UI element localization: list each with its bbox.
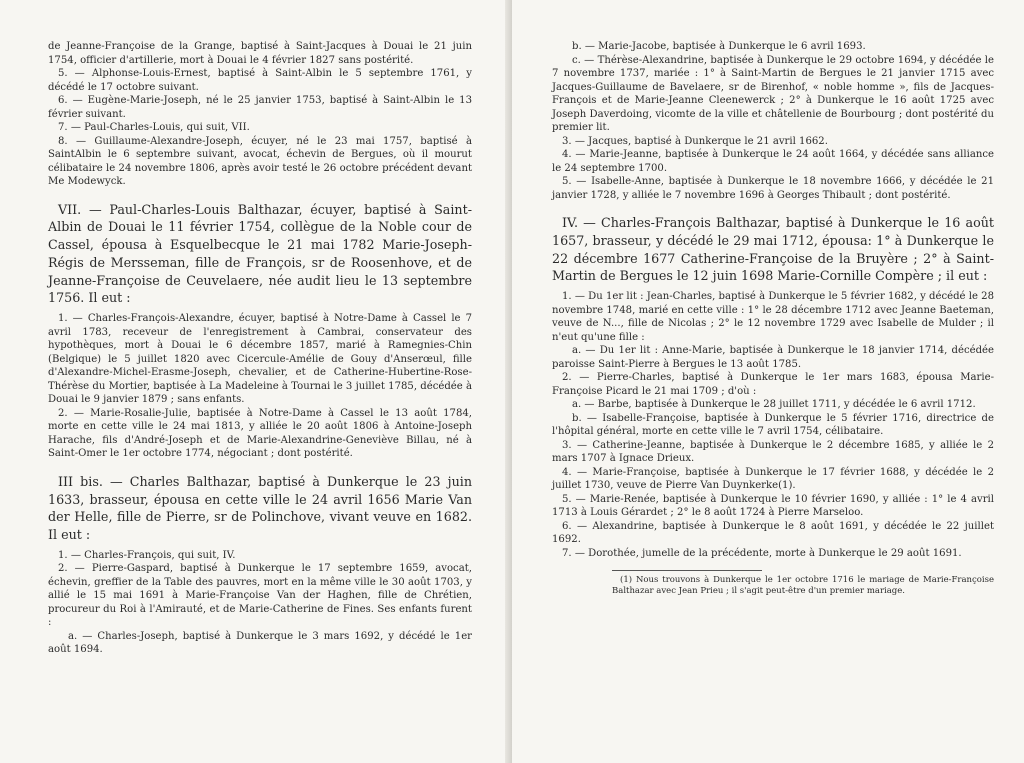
left-paragraph: a. — Charles-Joseph, baptisé à Dunkerque le 3 mars 1692, y décédé le 1er août 1694. [48, 630, 472, 656]
left-paragraph: 1. — Charles-François, qui suit, IV. [58, 549, 236, 561]
footnote: (1) Nous trouvons à Dunkerque le 1er octobre 1716 le mariage de Marie-Françoise Balthazar avec Jean Prieu ; il s'agit peut-être d'un premier mariage. [612, 575, 994, 597]
left-paragraph: 5. — Alphonse-Louis-Ernest, baptisé à Saint-Albin le 5 septembre 1761, y décédé le 17 octobre suivant. [48, 68, 472, 93]
right-paragraph: a. — Du 1er lit : Anne-Marie, baptisée à Dunkerque le 18 janvier 1714, décédée paroisse Saint-Pierre à Bergues le 13 août 1785. [552, 345, 994, 370]
right-paragraph: 1. — Du 1er lit : Jean-Charles, baptisé à Dunkerque le 5 février 1682, y décédé le 28 novembre 1748, marié en cette ville : 1° le 28 décembre 1712 avec Jeanne Baeteman, veuve de N..., fille de Nicolas ; 2° le 12 novembre 1729 avec Isabelle de Mulder ; il n'eut qu'une fille : [552, 291, 994, 343]
left-paragraph: 8. — Guillaume-Alexandre-Joseph, écuyer, né le 23 mai 1757, baptisé à SaintAlbin le 6 septembre suivant, avocat, échevin de Bergues, où il mourut célibataire le 24 novembre 1806, après avoir testé le 26 octobre précédent devant Me Modewyck. [48, 135, 472, 187]
right-paragraph: 6. — Alexandrine, baptisée à Dunkerque le 8 août 1691, y décédée le 22 juillet 1692. [552, 520, 994, 546]
right-paragraph: b. — Isabelle-Françoise, baptisée à Dunkerque le 5 février 1716, directrice de l'hôpital général, morte en cette ville le 7 avril 1754, célibataire. [552, 412, 994, 438]
right-paragraph: 2. — Pierre-Charles, baptisé à Dunkerque le 1er mars 1683, épousa Marie-Françoise Picard le 21 mai 1709 ; d'où : [552, 372, 994, 397]
left-paragraph: 2. — Marie-Rosalie-Julie, baptisée à Notre-Dame à Cassel le 13 août 1784, morte en cette ville le 24 mai 1813, y alliée le 20 août 1806 à Antoine-Joseph Harache, fils d'André-Joseph et de Marie-Alexandrine-Geneviève Billau, né à Saint-Omer le 1er octobre 1774, négociant ; dont postérité. [48, 407, 472, 460]
right-paragraph: 3. — Catherine-Jeanne, baptisée à Dunkerque le 2 décembre 1685, y alliée le 2 mars 1707 à Ignace Drieux. [552, 439, 994, 465]
right-page [512, 0, 1024, 763]
right-paragraph: 4. — Marie-Françoise, baptisée à Dunkerque le 17 février 1688, y décédée le 2 juillet 1730, veuve de Pierre Van Duynkerke(1). [552, 466, 994, 492]
right-paragraph: b. — Marie-Jacobe, baptisée à Dunkerque le 6 avril 1693. [572, 41, 866, 52]
right-paragraph: 4. — Marie-Jeanne, baptisée à Dunkerque le 24 août 1664, y décédée sans alliance le 24 septembre 1700. [552, 149, 994, 174]
footnote-divider [612, 570, 762, 571]
section-heading-iv: IV. — Charles-François Balthazar, baptisé à Dunkerque le 16 août 1657, brasseur, y décédé le 29 mai 1712, épousa: 1° à Dunkerque le 22 décembre 1677 Catherine-Françoise de la Bruyère ; 2° à Saint-Martin de Bergues le 12 juin 1698 Marie-Cornille Compère ; il eut : [552, 215, 994, 284]
right-paragraph: 7. — Dorothée, jumelle de la précédente, morte à Dunkerque le 29 août 1691. [562, 547, 962, 559]
left-paragraph: de Jeanne-Françoise de la Grange, baptisé à Saint-Jacques à Douai le 21 juin 1754, officier d'artillerie, mort à Douai le 4 février 1827 sans postérité. [48, 41, 472, 66]
right-paragraph: 5. — Marie-Renée, baptisée à Dunkerque le 10 février 1690, y alliée : 1° le 4 avril 1713 à Louis Gérardet ; 2° le 8 août 1724 à Pierre Marseloo. [552, 493, 994, 519]
section-heading-vii: VII. — Paul-Charles-Louis Balthazar, écuyer, baptisé à Saint-Albin de Douai le 11 février 1754, collègue de la Noble cour de Cassel, épousa à Esquelbecque le 21 mai 1782 Marie-Joseph-Régis de Mersseman, fille de François, sr de Roosenhove, et de Jeanne-Françoise de Ceuvelaere, née audit lieu le 13 septembre 1756. Il eut : [48, 201, 472, 306]
right-paragraph: 5. — Isabelle-Anne, baptisée à Dunkerque le 18 novembre 1666, y décédée le 21 janvier 1728, y alliée le 7 novembre 1696 à Georges Thibault ; dont postérité. [552, 176, 994, 201]
section-heading-iii-bis: III bis. — Charles Balthazar, baptisé à Dunkerque le 23 juin 1633, brasseur, épousa en cette ville le 24 avril 1656 Marie Van der Helle, fille de Pierre, sr de Polinchove, vivant veuve en 1682. Il eut : [48, 473, 472, 543]
left-paragraph: 2. — Pierre-Gaspard, baptisé à Dunkerque le 17 septembre 1659, avocat, échevin, greffier de la Table des pauvres, mort en la même ville le 30 août 1703, y allié le 15 mai 1691 à Marie-Françoise Van der Haghen, fille de Chrétien, procureur du Roi à l'Amirauté, et de Marie-Catherine de Fines. Ses enfants furent : [48, 563, 472, 629]
left-paragraph: 1. — Charles-François-Alexandre, écuyer, baptisé à Notre-Dame à Cassel le 7 avril 1783, receveur de l'enregistrement à Cambrai, conservateur des hypothèques, mort à Douai le 6 décembre 1857, marié à Ramegnies-Chin (Belgique) le 5 juillet 1820 avec Cicercule-Amélie de Gouy d'Anserœul, fille d'Alexandre-Michel-Erasme-Joseph, chevalier, et de Catherine-Hubertine-Rose-Thérèse du Mortier, baptisée à La Madeleine à Tournai le 3 juillet 1785, décédée à Douai le 9 janvier 1879 ; sans enfants. [48, 313, 472, 406]
right-paragraph: 3. — Jacques, baptisé à Dunkerque le 21 avril 1662. [562, 135, 828, 147]
left-paragraph: 6. — Eugène-Marie-Joseph, né le 25 janvier 1753, baptisé à Saint-Albin le 13 février suivant. [48, 95, 472, 120]
left-paragraph: 7. — Paul-Charles-Louis, qui suit, VII. [58, 122, 250, 133]
right-paragraph: a. — Barbe, baptisée à Dunkerque le 28 juillet 1711, y décédée le 6 avril 1712. [572, 399, 976, 411]
right-paragraph: c. — Thérèse-Alexandrine, baptisée à Dunkerque le 29 octobre 1694, y décédée le 7 novembre 1737, mariée : 1° à Saint-Martin de Bergues le 21 janvier 1715 avec Jacques-Guillaume de Bavelaere, sr de Birenhof, « noble homme », fils de Jacques-François et de Marie-Jeanne Cleenewerck ; 2° à Dunkerque le 16 août 1725 avec Joseph Daverdoing, vicomte de la ville et châtellenie de Bourbourg ; dont postérité du premier lit. [552, 54, 994, 133]
